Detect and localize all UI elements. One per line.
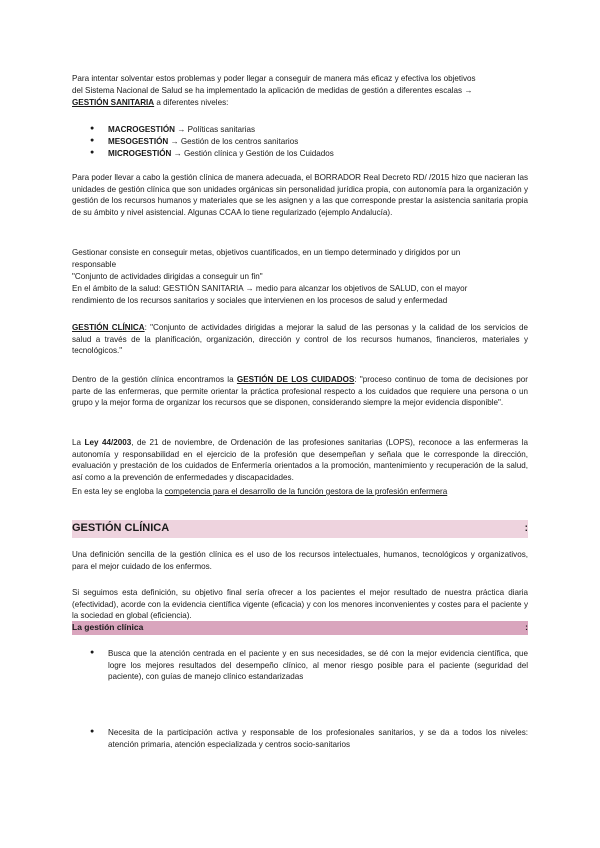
gestionar-line-5: rendimiento de los recursos sanitarios y sociales que intervienen en los procesos de salud y enfermedad <box>72 296 448 305</box>
subsection-colon: : <box>525 622 528 632</box>
section-title: GESTIÓN CLÍNICA <box>72 522 170 534</box>
paragraph-cuidados <box>72 374 528 409</box>
intro-line-1: Para intentar solventar estos problemas y poder llegar a conseguir de manera más eficaz y efectiva los objetivos <box>72 74 476 83</box>
level-item <box>108 148 334 160</box>
ley-after: , de 21 de noviembre, de Ordenación de las profesiones sanitarias (LOPS), reconoce a las enfermeras la autonomía y responsabilidad en el ejercicio de la profesión que desempeñan y señala que le corresponde la dirección, evaluación y prestación de los cuidados de Enfermería orientados a la promoción, mantenimiento y recuperación de la salud, así como a la prevención de enfermedades y discapacidades. <box>72 438 528 482</box>
ley-before: La <box>72 438 85 447</box>
paragraph-borrador: Para poder llevar a cabo la gestión clínica de manera adecuada, el BORRADOR Real Decreto RD/ /2015 hizo que nacieran las unidades de gestión clínica que son unidades orgánicas sin personalidad jurídica propia, con autonomía para la organización y gestión de los recursos humanos y materiales que se les asignen y a las que corresponde prestar la asistencia sanitaria propia de su ámbito y nivel asistencial. Algunas CCAA lo tiene regularizado (ejemplo Andalucía). <box>72 173 528 217</box>
paragraph-gestion-clinica <box>72 322 528 357</box>
level-term: MESOGESTIÓN <box>108 137 169 146</box>
level-item <box>108 136 298 148</box>
section-colon: : <box>524 523 528 534</box>
paragraph-objetivo: Si seguimos esta definición, su objetivo final sería ofrecer a los pacientes el mejor resultado de nuestra práctica diaria (efectividad), acorde con la evidencia científica vigente (eficacia) y con los menores inconvenientes y costes para el paciente y la sociedad en global (eficiencia). <box>72 588 528 621</box>
level-term: MACROGESTIÓN <box>108 125 175 134</box>
level-desc: → Políticas sanitarias <box>175 125 256 134</box>
gestionar-line-2: responsable <box>72 260 117 269</box>
competencia-gestora-text: competencia para el desarrollo de la función gestora de la profesión enfermera <box>164 487 448 496</box>
level-desc: → Gestión de los centros sanitarios <box>168 137 299 146</box>
level-term: MICROGESTIÓN <box>108 149 172 158</box>
bullet-icon: ● <box>90 649 95 656</box>
paragraph-definicion: Una definición sencilla de la gestión clínica es el uso de los recursos intelectuales, humanos, tecnológicos y organizativos, para el mejor cuidado de los enfermos. <box>72 550 528 571</box>
cuidados-after: : "proceso continuo de toma de decisiones por parte de las enfermeras, que permite orientar la práctica profesional respecto a los cuidados que requiere una persona o un grupo y la mejor forma de organizar los recursos que se disponen, considerando siempre la mejor evidencia disponible". <box>72 375 528 408</box>
cuidados-before: Dentro de la gestión clínica encontramos la <box>72 375 237 384</box>
section-heading <box>72 520 528 538</box>
intro-line-2: del Sistema Nacional de Salud se ha implementado la aplicación de medidas de gestión a diferentes escalas → <box>72 86 473 95</box>
ley-last-line <box>72 486 447 498</box>
level-item <box>108 124 255 136</box>
gestion-sanitaria-term: GESTIÓN SANITARIA <box>72 98 155 107</box>
subsection-heading <box>72 621 528 635</box>
bullet-icon: ● <box>90 137 95 144</box>
gestionar-line-3: "Conjunto de actividades dirigidas a conseguir un fin" <box>72 272 263 281</box>
subsection-title: La gestión clínica <box>72 622 144 632</box>
bullet-icon: ● <box>90 149 95 156</box>
gestionar-line-4: En el ámbito de la salud: GESTIÓN SANITARIA → medio para alcanzar los objetivos de SALUD, con el mayor <box>72 284 468 293</box>
bullet-item: Busca que la atención centrada en el paciente y en sus necesidades, se dé con la mejor evidencia científica, que logre los mejores resultados del desempeño clínico, al menor riesgo posible para el paciente (seguridad del paciente), con guías de manejo clínico estandarizadas <box>108 649 528 682</box>
ley-last-before: En esta ley se engloba la <box>72 487 165 496</box>
gestion-clinica-text: : "Conjunto de actividades dirigidas a mejorar la salud de las personas y la calidad de los servicios de salud a través de la planificación, organización, dirección y control de los recursos humanos, financieros, materiales y tecnológicos." <box>72 323 528 356</box>
bullet-icon: ● <box>90 728 95 735</box>
bullet-item: Necesita de la participación activa y responsable de los profesionales sanitarios, y se da a todos los niveles: atención primaria, atención especializada y centros socio-sanitarios <box>108 728 528 749</box>
gestion-cuidados-term: GESTIÓN DE LOS CUIDADOS <box>236 375 355 384</box>
level-desc: → Gestión clínica y Gestión de los Cuidados <box>171 149 334 158</box>
gestionar-line-1: Gestionar consiste en conseguir metas, objetivos cuantificados, en un tiempo determinado y dirigidos por un <box>72 248 461 257</box>
bullet-icon: ● <box>90 125 95 132</box>
intro-line-3 <box>72 97 228 109</box>
intro-line-3-rest: a diferentes niveles: <box>154 98 229 107</box>
paragraph-ley <box>72 437 528 483</box>
ley-term: Ley 44/2003 <box>84 438 132 447</box>
gestion-clinica-term: GESTIÓN CLÍNICA <box>72 323 145 332</box>
